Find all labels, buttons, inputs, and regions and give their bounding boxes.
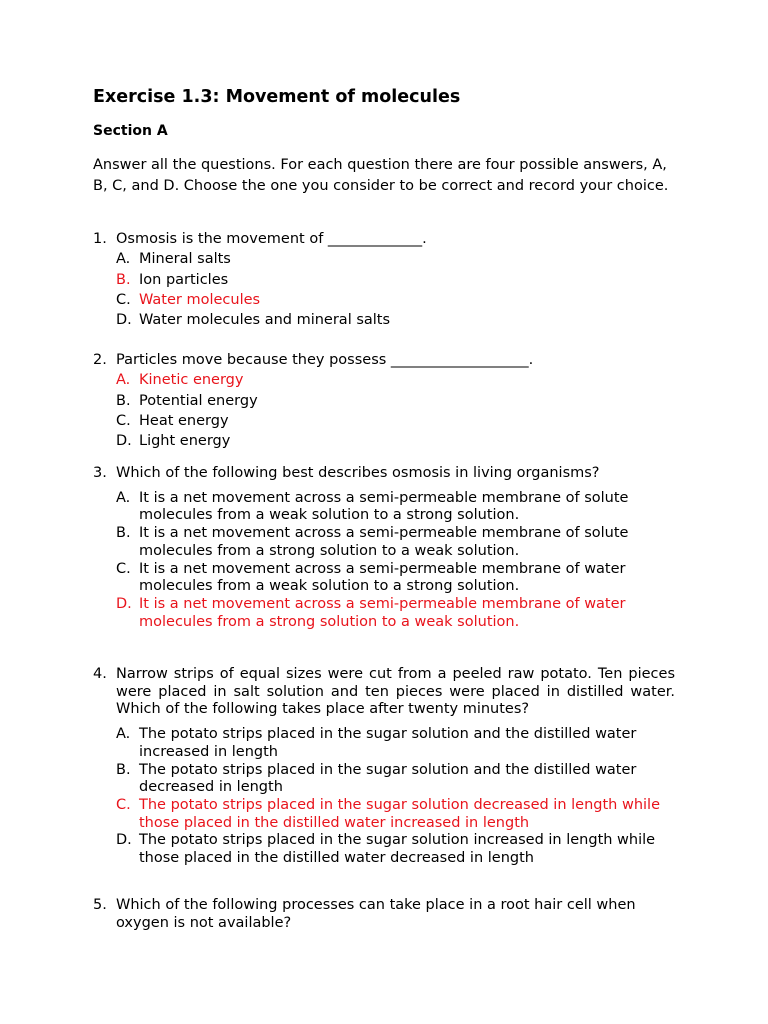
- question-text: Narrow strips of equal sizes were cut from a peeled raw potato. Ten pieces were placed in salt solution and ten pieces were placed in distilled water. Which of the following takes place after twenty minutes?: [116, 666, 675, 718]
- option-letter: C.: [116, 291, 131, 308]
- option-c: [93, 290, 675, 310]
- question-number: 5.: [93, 897, 107, 913]
- option-text: The potato strips placed in the sugar solution and the distilled water increased in length: [139, 726, 637, 760]
- option-text: Mineral salts: [139, 251, 231, 268]
- question-text: Which of the following best describes osmosis in living organisms?: [116, 465, 600, 481]
- option-text: The potato strips placed in the sugar solution and the distilled water decreased in length: [139, 761, 637, 796]
- question-5: [93, 897, 675, 932]
- option-text: It is a net movement across a semi-permeable membrane of solute molecules from a strong solution to a weak solution.: [139, 525, 629, 559]
- question-number: 2.: [93, 352, 107, 368]
- option-b: [93, 270, 675, 290]
- option-letter: A.: [116, 372, 131, 389]
- option-text: It is a net movement across a semi-permeable membrane of solute molecules from a weak solution to a strong solution.: [139, 489, 629, 524]
- option-text: Water molecules: [139, 291, 261, 308]
- option-c: [93, 411, 675, 431]
- option-b: [93, 525, 675, 560]
- option-b: [93, 762, 675, 797]
- option-letter: C.: [116, 796, 131, 813]
- option-a: [93, 370, 675, 390]
- option-letter: D.: [116, 595, 132, 612]
- option-a: [93, 726, 675, 761]
- option-letter: C.: [116, 560, 131, 577]
- option-d: [93, 596, 675, 631]
- question-number: 3.: [93, 465, 107, 481]
- option-a: [93, 490, 675, 525]
- option-d: [93, 431, 675, 451]
- option-letter: B.: [116, 525, 131, 542]
- option-text: Light energy: [139, 433, 231, 450]
- option-d: [93, 310, 675, 330]
- option-text: The potato strips placed in the sugar solution increased in length while those placed in the distilled water decreased in length: [139, 832, 656, 867]
- question-number: 1.: [93, 231, 107, 247]
- question-1: [93, 229, 675, 330]
- question-text: Osmosis is the movement of _____________.: [116, 231, 427, 247]
- option-text: Water molecules and mineral salts: [139, 312, 391, 329]
- section-heading: Section A: [93, 123, 168, 139]
- option-text: Kinetic energy: [139, 372, 244, 389]
- option-text: It is a net movement across a semi-permeable membrane of water molecules from a weak solution to a strong solution.: [139, 560, 626, 595]
- question-text: Particles move because they possess ___________________.: [116, 352, 534, 368]
- question-4: [93, 666, 675, 868]
- option-b: [93, 391, 675, 411]
- option-c: [93, 797, 675, 832]
- option-a: [93, 249, 675, 269]
- option-text: Ion particles: [139, 271, 229, 288]
- option-d: [93, 832, 675, 867]
- option-letter: A.: [116, 726, 131, 743]
- option-text: Heat energy: [139, 412, 229, 429]
- exercise-title: Exercise 1.3: Movement of molecules: [93, 87, 461, 107]
- instructions: Answer all the questions. For each question there are four possible answers, A, B, C, and D. Choose the one you consider to be correct and record your choice.: [93, 157, 669, 194]
- option-text: The potato strips placed in the sugar solution decreased in length while those placed in the distilled water increased in length: [139, 796, 660, 831]
- option-letter: D.: [116, 312, 132, 329]
- option-letter: B.: [116, 761, 131, 778]
- question-2: [93, 350, 675, 451]
- option-letter: D.: [116, 433, 132, 450]
- option-letter: B.: [116, 271, 131, 288]
- option-letter: A.: [116, 251, 131, 268]
- option-c: [93, 561, 675, 596]
- option-letter: A.: [116, 489, 131, 506]
- option-letter: B.: [116, 392, 131, 409]
- option-letter: C.: [116, 412, 131, 429]
- question-number: 4.: [93, 666, 107, 682]
- option-letter: D.: [116, 832, 132, 849]
- option-text: It is a net movement across a semi-permeable membrane of water molecules from a strong solution to a weak solution.: [139, 595, 626, 630]
- question-3: [93, 465, 675, 631]
- question-text: Which of the following processes can take place in a root hair cell when oxygen is not available?: [116, 897, 636, 931]
- option-text: Potential energy: [139, 392, 258, 409]
